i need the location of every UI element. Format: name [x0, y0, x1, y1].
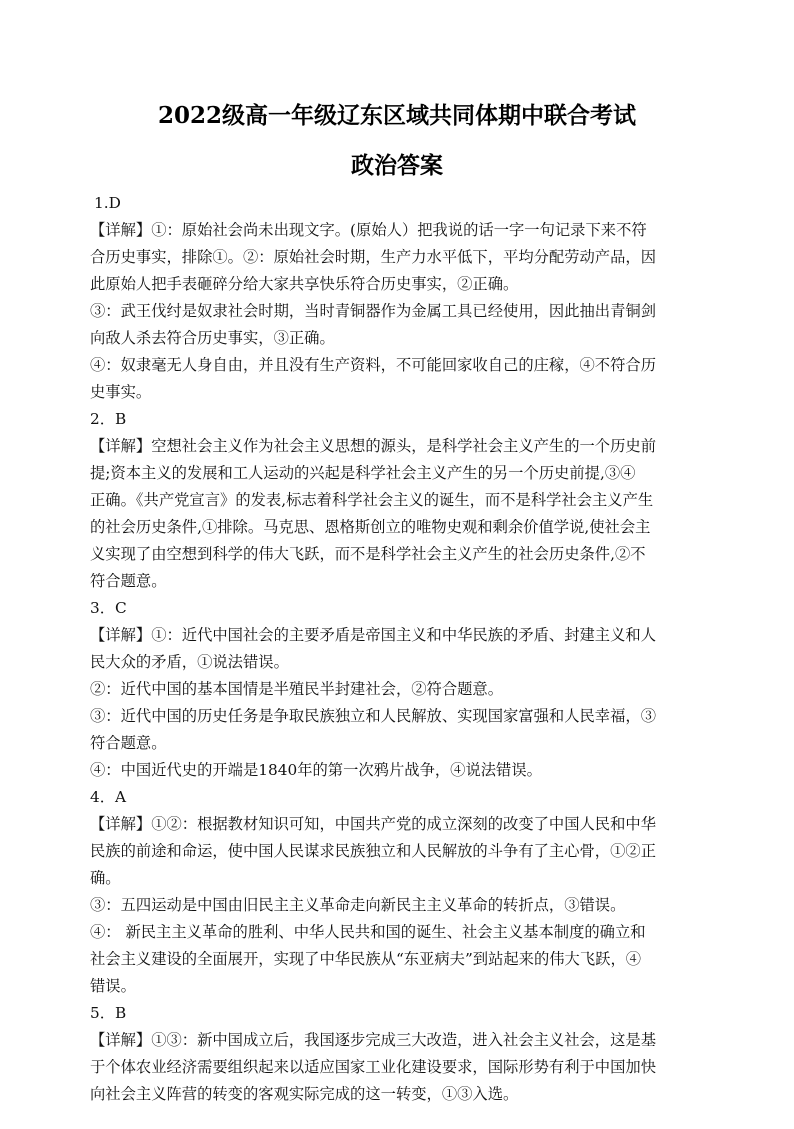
text-line: 史事实。	[90, 383, 152, 401]
text-line: 符合题意。	[90, 572, 167, 590]
text-line: 符合题意。	[90, 734, 167, 752]
text-line: ②：近代中国的基本国情是半殖民半封建社会，②符合题意。	[90, 680, 504, 698]
text-line: 向敌人杀去符合历史事实，③正确。	[90, 329, 335, 347]
text-line: 向社会主义阵营的转变的客观实际完成的这一转变，①③入选。	[90, 1085, 519, 1103]
text-line: 【详解】①：原始社会尚未出现文字。(原始人）把我说的话一字一句记录下来不符	[90, 221, 647, 239]
question-number-3: 3．C	[90, 599, 127, 617]
document-subtitle: 政治答案	[351, 152, 443, 179]
text-line: 于个体农业经济需要组织起来以适应国家工业化建设要求，国际形势有利于中国加快	[90, 1058, 656, 1076]
text-line: 【详解】①③：新中国成立后，我国逐步完成三大改造，进入社会主义社会，这是基	[90, 1031, 656, 1049]
text-line: 【详解】空想社会主义作为社会主义思想的源头，是科学社会主义产生的一个历史前	[90, 437, 656, 455]
text-line: ④： 新民主主义革命的胜利、中华人民共和国的诞生、社会主义基本制度的确立和	[90, 923, 646, 941]
text-line: 确。	[90, 869, 121, 887]
text-line: 合历史事实，排除①。②：原始社会时期，生产力水平低下，平均分配劳动产品，因	[90, 248, 656, 266]
text-line: ④：奴隶毫无人身自由，并且没有生产资料，不可能回家收自己的庄稼，④不符合历	[90, 356, 656, 374]
answer-body	[90, 190, 710, 1108]
question-number-1: 1.D	[94, 194, 121, 212]
text-line: 提;资本主义的发展和工人运动的兴起是科学社会主义产生的另一个历史前提,③④	[90, 464, 636, 482]
text-line: ③：近代中国的历史任务是争取民族独立和人民解放、实现国家富强和人民幸福，③	[90, 707, 656, 725]
text-line: 【详解】①②：根据教材知识可知，中国共产党的成立深刻的改变了中国人民和中华	[90, 815, 656, 833]
text-line: 错误。	[90, 977, 136, 995]
text-line: ③：武王伐纣是奴隶社会时期，当时青铜器作为金属工具已经使用，因此抽出青铜剑	[90, 302, 656, 320]
question-number-2: 2．B	[90, 410, 127, 428]
question-number-4: 4．A	[90, 788, 127, 806]
text-line: 民大众的矛盾，①说法错误。	[90, 653, 289, 671]
question-number-5: 5．B	[90, 1004, 127, 1022]
text-line: 的社会历史条件,①排除。马克思、恩格斯创立的唯物史观和剩余价值学说,使社会主	[90, 518, 651, 536]
text-line: 民族的前途和命运，使中国人民谋求民族独立和人民解放的斗争有了主心骨，①②正	[90, 842, 656, 860]
text-line: 正确。《共产党宣言》的发表,标志着科学社会主义的诞生，而不是科学社会主义产生	[90, 491, 654, 509]
text-line: 社会主义建设的全面展开，实现了中华民族从“东亚病夫”到站起来的伟大飞跃，④	[90, 950, 642, 968]
text-line: ③：五四运动是中国由旧民主主义革命走向新民主主义革命的转折点，③错误。	[90, 896, 626, 914]
text-line: 义实现了由空想到科学的伟大飞跃，而不是科学社会主义产生的社会历史条件,②不	[90, 545, 646, 563]
text-line: 【详解】①：近代中国社会的主要矛盾是帝国主义和中华民族的矛盾、封建主义和人	[90, 626, 656, 644]
text-line: ④：中国近代史的开端是1840年的第一次鸦片战争，④说法错误。	[90, 761, 542, 779]
text-line: 此原始人把手表砸碎分给大家共享快乐符合历史事实，②正确。	[90, 275, 519, 293]
document-title: 2022级高一年级辽东区域共同体期中联合考试	[157, 102, 636, 129]
